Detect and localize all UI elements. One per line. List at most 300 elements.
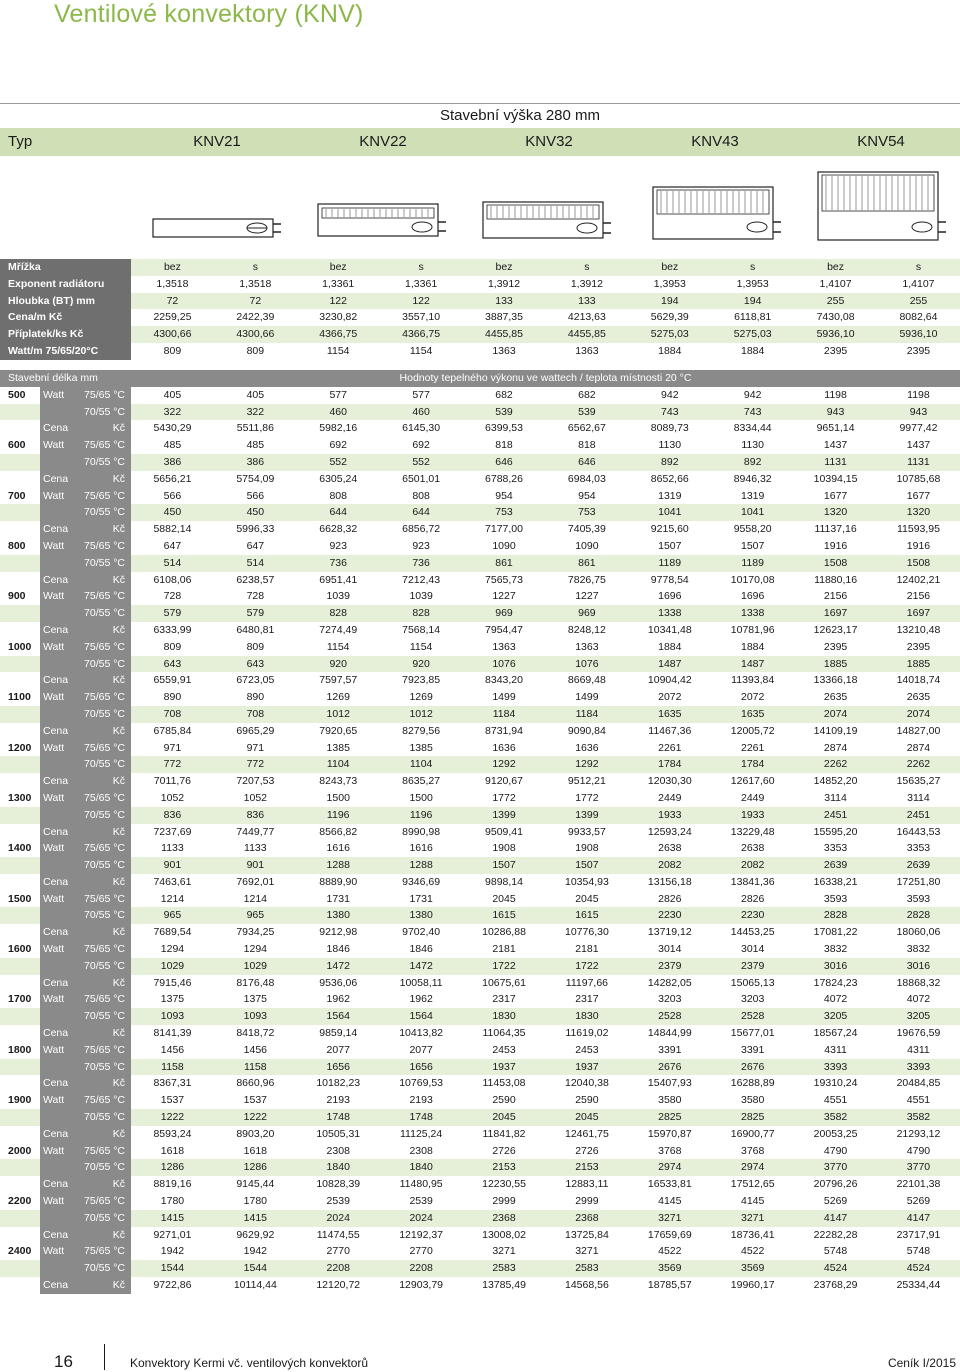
unit-detail: 75/65 °C bbox=[84, 1043, 125, 1056]
value-cell: 514 bbox=[163, 556, 182, 569]
unit-detail: Kč bbox=[112, 1077, 125, 1090]
value-cell: 1507 bbox=[741, 539, 765, 552]
unit-label bbox=[40, 807, 131, 824]
value-cell: 9859,14 bbox=[319, 1027, 358, 1040]
unit-kind: Cena bbox=[43, 523, 69, 536]
length-value bbox=[0, 874, 40, 891]
spec-cell: 1,3953 bbox=[736, 277, 769, 290]
value-cell: 6562,67 bbox=[567, 422, 606, 435]
unit-label bbox=[40, 689, 131, 706]
value-cell: 16533,81 bbox=[647, 1178, 692, 1191]
spec-cell: 3230,82 bbox=[319, 311, 358, 324]
value-cell: 1884 bbox=[658, 640, 682, 653]
value-cell: 1508 bbox=[823, 556, 848, 569]
value-cell: 1399 bbox=[575, 808, 599, 821]
type-header bbox=[0, 128, 960, 156]
value-cell: 6145,30 bbox=[402, 422, 441, 435]
value-cell: 1840 bbox=[326, 1161, 350, 1174]
value-cell: 708 bbox=[163, 707, 182, 720]
value-cell: 1286 bbox=[160, 1161, 185, 1174]
length-row bbox=[0, 907, 960, 924]
unit-detail: 70/55 °C bbox=[84, 657, 125, 670]
spec-table bbox=[0, 259, 960, 1294]
value-cell: 1415 bbox=[160, 1211, 185, 1224]
value-cell: 1564 bbox=[326, 1010, 350, 1023]
spec-cell: 72 bbox=[166, 294, 179, 307]
unit-kind: Watt bbox=[43, 590, 65, 603]
value-cell: 1635 bbox=[741, 707, 765, 720]
value-cell: 1131 bbox=[907, 455, 930, 468]
value-cell: 892 bbox=[661, 455, 679, 468]
unit-detail: 70/55 °C bbox=[84, 1060, 125, 1073]
spec-cell: 5275,03 bbox=[733, 328, 772, 341]
spec-cell: 1363 bbox=[492, 344, 516, 357]
value-cell: 1472 bbox=[326, 959, 350, 972]
value-cell: 2262 bbox=[906, 758, 931, 771]
value-cell: 7011,76 bbox=[153, 775, 192, 788]
value-cell: 3114 bbox=[824, 791, 847, 804]
length-value bbox=[0, 824, 40, 841]
length-value bbox=[0, 773, 40, 790]
value-cell: 1196 bbox=[409, 808, 433, 821]
value-cell: 7915,46 bbox=[153, 976, 192, 989]
unit-kind: Watt bbox=[43, 489, 65, 502]
value-cell: 8566,82 bbox=[319, 825, 358, 838]
value-cell: 4145 bbox=[741, 1195, 765, 1208]
value-cell: 3768 bbox=[658, 1144, 682, 1157]
unit-label bbox=[40, 1075, 131, 1092]
value-cell: 2639 bbox=[906, 859, 931, 872]
value-cell: 4524 bbox=[823, 1262, 848, 1275]
value-cell: 818 bbox=[578, 439, 596, 452]
unit-kind bbox=[40, 454, 76, 471]
value-cell: 736 bbox=[329, 556, 347, 569]
unit-label bbox=[40, 420, 131, 437]
convector-knv54-icon bbox=[810, 170, 950, 242]
value-cell: 3271 bbox=[658, 1211, 682, 1224]
unit-detail: 70/55 °C bbox=[84, 758, 125, 771]
unit-detail: 75/65 °C bbox=[84, 993, 125, 1006]
spec-row-label: Hloubka (BT) mm bbox=[0, 293, 131, 310]
value-cell: 6305,24 bbox=[319, 472, 358, 485]
value-cell: 1784 bbox=[658, 758, 682, 771]
value-cell: 1697 bbox=[823, 607, 848, 620]
value-cell: 7689,54 bbox=[153, 926, 192, 939]
unit-label bbox=[40, 555, 131, 572]
unit-label bbox=[40, 1143, 131, 1160]
value-cell: 9215,60 bbox=[650, 523, 689, 536]
length-value bbox=[0, 756, 40, 773]
value-cell: 3393 bbox=[906, 1060, 931, 1073]
value-cell: 514 bbox=[246, 556, 265, 569]
value-cell: 10781,96 bbox=[730, 623, 775, 636]
value-cell: 8903,20 bbox=[236, 1127, 275, 1140]
value-cell: 901 bbox=[163, 859, 182, 872]
length-value bbox=[0, 454, 40, 471]
value-cell: 14568,56 bbox=[565, 1279, 609, 1292]
unit-detail: Kč bbox=[112, 1279, 125, 1292]
value-cell: 1507 bbox=[492, 859, 516, 872]
value-cell: 7212,43 bbox=[402, 573, 441, 586]
unit-label bbox=[40, 672, 131, 689]
value-cell: 8946,32 bbox=[733, 472, 772, 485]
value-cell: 1222 bbox=[243, 1111, 268, 1124]
unit-detail: 70/55 °C bbox=[84, 607, 125, 620]
value-cell: 7177,00 bbox=[485, 523, 523, 536]
unit-label bbox=[40, 991, 131, 1008]
value-cell: 19676,59 bbox=[896, 1027, 941, 1040]
value-cell: 7405,39 bbox=[567, 523, 606, 536]
value-cell: 16443,53 bbox=[896, 825, 941, 838]
length-value bbox=[0, 656, 40, 673]
unit-kind: Cena bbox=[43, 674, 69, 687]
unit-kind: Cena bbox=[43, 1228, 69, 1241]
value-cell: 7826,75 bbox=[567, 573, 606, 586]
length-row bbox=[0, 454, 960, 471]
spec-cell: 194 bbox=[743, 294, 762, 307]
value-cell: 1093 bbox=[160, 1010, 185, 1023]
unit-kind: Cena bbox=[43, 976, 69, 989]
unit-label bbox=[40, 1277, 131, 1294]
value-cell: 965 bbox=[246, 909, 265, 922]
value-cell: 646 bbox=[495, 455, 513, 468]
spec-cell: 1,3361 bbox=[322, 277, 355, 290]
value-cell: 2181 bbox=[575, 943, 599, 956]
value-cell: 1286 bbox=[243, 1161, 268, 1174]
length-value bbox=[0, 1109, 40, 1126]
value-cell: 3768 bbox=[741, 1144, 765, 1157]
value-cell: 1499 bbox=[492, 691, 516, 704]
convector-knv22-icon bbox=[310, 200, 450, 240]
value-cell: 8243,73 bbox=[319, 775, 358, 788]
value-cell: 25334,44 bbox=[896, 1279, 941, 1292]
length-value bbox=[0, 975, 40, 992]
value-cell: 8367,31 bbox=[153, 1077, 192, 1090]
value-cell: 971 bbox=[163, 741, 182, 754]
unit-detail: 70/55 °C bbox=[84, 405, 125, 418]
value-cell: 7565,73 bbox=[485, 573, 523, 586]
value-cell: 5996,33 bbox=[236, 523, 275, 536]
unit-detail: 70/55 °C bbox=[84, 959, 125, 972]
unit-kind bbox=[40, 807, 76, 824]
value-cell: 2539 bbox=[409, 1195, 433, 1208]
value-cell: 1830 bbox=[492, 1010, 516, 1023]
unit-detail: 70/55 °C bbox=[84, 506, 125, 519]
value-cell: 2077 bbox=[326, 1043, 350, 1056]
unit-label bbox=[40, 824, 131, 841]
value-cell: 4072 bbox=[906, 993, 931, 1006]
value-cell: 2676 bbox=[658, 1060, 682, 1073]
value-cell: 1722 bbox=[575, 959, 599, 972]
value-cell: 2045 bbox=[575, 1111, 599, 1124]
value-cell: 1635 bbox=[658, 707, 682, 720]
value-cell: 1677 bbox=[906, 489, 931, 502]
unit-kind: Cena bbox=[43, 825, 69, 838]
spec-cell: s bbox=[252, 261, 258, 273]
unit-detail: Kč bbox=[112, 976, 125, 989]
unit-label bbox=[40, 1159, 131, 1176]
value-cell: 10785,68 bbox=[896, 472, 941, 485]
value-cell: 1090 bbox=[575, 539, 599, 552]
value-cell: 1508 bbox=[906, 556, 931, 569]
value-cell: 2874 bbox=[823, 741, 848, 754]
value-cell: 1916 bbox=[823, 539, 848, 552]
value-cell: 405 bbox=[163, 388, 182, 401]
value-cell: 8652,66 bbox=[650, 472, 689, 485]
value-cell: 9512,21 bbox=[567, 775, 606, 788]
unit-label bbox=[40, 756, 131, 773]
length-value: 2000 bbox=[8, 1144, 32, 1157]
value-cell: 2974 bbox=[741, 1161, 765, 1174]
value-cell: 3353 bbox=[823, 842, 848, 855]
spec-cell: 72 bbox=[249, 294, 262, 307]
value-cell: 16338,21 bbox=[813, 875, 858, 888]
value-cell: 8660,96 bbox=[236, 1077, 275, 1090]
value-cell: 644 bbox=[329, 506, 347, 519]
value-cell: 2368 bbox=[492, 1211, 516, 1224]
value-cell: 485 bbox=[163, 439, 182, 452]
spec-cell: 1,3518 bbox=[239, 277, 272, 290]
length-row bbox=[0, 1126, 960, 1143]
length-value bbox=[0, 1025, 40, 1042]
value-cell: 772 bbox=[163, 758, 182, 771]
value-cell: 1885 bbox=[906, 657, 931, 670]
length-value bbox=[0, 857, 40, 874]
value-cell: 3271 bbox=[492, 1245, 516, 1258]
unit-kind bbox=[40, 756, 76, 773]
value-cell: 1697 bbox=[906, 607, 931, 620]
value-cell: 6480,81 bbox=[236, 623, 275, 636]
value-cell: 8669,48 bbox=[567, 674, 606, 687]
unit-label bbox=[40, 1260, 131, 1277]
length-row bbox=[0, 1227, 960, 1244]
value-cell: 1154 bbox=[409, 640, 433, 653]
spec-cell: 5936,10 bbox=[899, 328, 938, 341]
spec-row bbox=[0, 343, 960, 360]
value-cell: 1942 bbox=[160, 1245, 185, 1258]
spec-cell: 1,3912 bbox=[570, 277, 603, 290]
unit-kind: Watt bbox=[43, 539, 65, 552]
value-cell: 10114,44 bbox=[233, 1279, 277, 1292]
unit-label bbox=[40, 941, 131, 958]
unit-kind bbox=[40, 1109, 76, 1126]
unit-detail: 75/65 °C bbox=[84, 539, 125, 552]
value-cell: 2825 bbox=[658, 1111, 682, 1124]
unit-kind: Cena bbox=[43, 422, 69, 435]
unit-label bbox=[40, 924, 131, 941]
value-cell: 579 bbox=[246, 607, 265, 620]
value-cell: 2024 bbox=[326, 1211, 350, 1224]
value-cell: 7692,01 bbox=[236, 875, 275, 888]
unit-label bbox=[40, 740, 131, 757]
value-cell: 3203 bbox=[741, 993, 765, 1006]
value-cell: 2453 bbox=[575, 1043, 599, 1056]
unit-label bbox=[40, 1227, 131, 1244]
value-cell: 8176,48 bbox=[236, 976, 275, 989]
page-title: Ventilové konvektory (KNV) bbox=[54, 0, 364, 28]
value-cell: 539 bbox=[495, 405, 513, 418]
unit-detail: 70/55 °C bbox=[84, 1111, 125, 1124]
value-cell: 1198 bbox=[907, 388, 930, 401]
unit-detail: 75/65 °C bbox=[84, 1144, 125, 1157]
value-cell: 3569 bbox=[741, 1262, 765, 1275]
unit-label bbox=[40, 958, 131, 975]
spec-cell: 1,4107 bbox=[819, 277, 852, 290]
length-row bbox=[0, 874, 960, 891]
value-cell: 6951,41 bbox=[319, 573, 358, 586]
value-cell: 2395 bbox=[906, 640, 931, 653]
model-knv32: KNV32 bbox=[525, 133, 573, 150]
length-value: 1800 bbox=[8, 1043, 32, 1056]
value-cell: 954 bbox=[495, 489, 513, 502]
spec-cell: 133 bbox=[495, 294, 513, 307]
length-value bbox=[0, 706, 40, 723]
spec-row-label: Příplatek/ks Kč bbox=[0, 326, 131, 343]
length-value bbox=[0, 471, 40, 488]
spec-cell: 4213,63 bbox=[567, 311, 606, 324]
section-caption: Hodnoty tepelného výkonu ve wattech / teplota místnosti 20 °C bbox=[131, 370, 960, 387]
value-cell: 1748 bbox=[409, 1111, 433, 1124]
value-cell: 2379 bbox=[658, 959, 682, 972]
unit-kind: Watt bbox=[43, 640, 65, 653]
value-cell: 2453 bbox=[492, 1043, 516, 1056]
unit-kind: Watt bbox=[43, 691, 65, 704]
footer-divider bbox=[104, 1344, 105, 1370]
value-cell: 1616 bbox=[326, 842, 350, 855]
value-cell: 1537 bbox=[160, 1094, 185, 1107]
value-cell: 3770 bbox=[906, 1161, 931, 1174]
value-cell: 861 bbox=[578, 556, 596, 569]
value-cell: 2539 bbox=[326, 1195, 350, 1208]
value-cell: 1380 bbox=[409, 909, 433, 922]
spec-cell: 5629,39 bbox=[650, 311, 689, 324]
unit-detail: 75/65 °C bbox=[84, 1094, 125, 1107]
spec-cell: s bbox=[418, 261, 424, 273]
value-cell: 20053,25 bbox=[813, 1127, 858, 1140]
value-cell: 15677,01 bbox=[730, 1027, 775, 1040]
length-row bbox=[0, 1260, 960, 1277]
spec-cell: bez bbox=[495, 261, 513, 273]
value-cell: 1154 bbox=[326, 640, 350, 653]
value-cell: 2528 bbox=[658, 1010, 682, 1023]
spec-cell: 1363 bbox=[575, 344, 599, 357]
value-cell: 2676 bbox=[741, 1060, 765, 1073]
length-value bbox=[0, 555, 40, 572]
value-cell: 2077 bbox=[409, 1043, 433, 1056]
value-cell: 566 bbox=[163, 489, 182, 502]
length-value: 500 bbox=[8, 388, 26, 401]
length-row bbox=[0, 504, 960, 521]
value-cell: 552 bbox=[329, 455, 347, 468]
value-cell: 10505,31 bbox=[316, 1127, 361, 1140]
length-value bbox=[0, 572, 40, 589]
unit-kind bbox=[40, 907, 76, 924]
value-cell: 1338 bbox=[658, 607, 682, 620]
value-cell: 566 bbox=[246, 489, 265, 502]
unit-kind: Watt bbox=[43, 943, 65, 956]
value-cell: 1962 bbox=[326, 993, 350, 1006]
value-cell: 1544 bbox=[160, 1262, 185, 1275]
unit-detail: 70/55 °C bbox=[84, 1262, 125, 1275]
value-cell: 1363 bbox=[575, 640, 599, 653]
length-value bbox=[0, 420, 40, 437]
unit-kind bbox=[40, 1260, 76, 1277]
value-cell: 4522 bbox=[658, 1245, 682, 1258]
value-cell: 682 bbox=[495, 388, 513, 401]
value-cell: 943 bbox=[909, 405, 928, 418]
value-cell: 10354,93 bbox=[565, 875, 609, 888]
unit-label bbox=[40, 572, 131, 589]
unit-detail: Kč bbox=[112, 1178, 125, 1191]
value-cell: 2193 bbox=[326, 1094, 350, 1107]
value-cell: 743 bbox=[661, 405, 679, 418]
spec-row-label: Exponent radiátoru bbox=[0, 276, 131, 293]
value-cell: 11593,95 bbox=[896, 523, 940, 536]
length-value bbox=[0, 1075, 40, 1092]
value-cell: 11453,08 bbox=[482, 1077, 526, 1090]
value-cell: 6628,32 bbox=[319, 523, 358, 536]
unit-kind: Cena bbox=[43, 623, 69, 636]
value-cell: 12230,55 bbox=[482, 1178, 526, 1191]
value-cell: 12005,72 bbox=[730, 724, 775, 737]
value-cell: 1227 bbox=[492, 590, 516, 603]
value-cell: 1294 bbox=[243, 943, 268, 956]
length-value bbox=[0, 521, 40, 538]
value-cell: 22101,38 bbox=[896, 1178, 941, 1191]
value-cell: 1090 bbox=[492, 539, 516, 552]
value-cell: 1133 bbox=[244, 842, 267, 855]
value-cell: 818 bbox=[495, 439, 513, 452]
length-row bbox=[0, 756, 960, 773]
unit-label bbox=[40, 874, 131, 891]
value-cell: 10170,08 bbox=[730, 573, 775, 586]
unit-label bbox=[40, 723, 131, 740]
unit-label bbox=[40, 639, 131, 656]
value-cell: 1656 bbox=[409, 1060, 433, 1073]
value-cell: 2583 bbox=[492, 1262, 516, 1275]
value-cell: 7923,85 bbox=[402, 674, 441, 687]
unit-label bbox=[40, 1025, 131, 1042]
value-cell: 7597,57 bbox=[319, 674, 358, 687]
value-cell: 1616 bbox=[409, 842, 433, 855]
value-cell: 1784 bbox=[741, 758, 765, 771]
value-cell: 5982,16 bbox=[319, 422, 358, 435]
unit-label bbox=[40, 538, 131, 555]
value-cell: 577 bbox=[412, 388, 430, 401]
value-cell: 2826 bbox=[741, 892, 765, 905]
value-cell: 808 bbox=[329, 489, 347, 502]
value-cell: 643 bbox=[246, 657, 265, 670]
value-cell: 772 bbox=[246, 758, 265, 771]
value-cell: 923 bbox=[329, 539, 347, 552]
length-value bbox=[0, 1176, 40, 1193]
length-row bbox=[0, 488, 960, 505]
value-cell: 6333,99 bbox=[153, 623, 192, 636]
value-cell: 1456 bbox=[243, 1043, 268, 1056]
value-cell: 1012 bbox=[326, 707, 350, 720]
length-row bbox=[0, 1143, 960, 1160]
length-row bbox=[0, 521, 960, 538]
value-cell: 8248,12 bbox=[567, 623, 606, 636]
value-cell: 1636 bbox=[575, 741, 599, 754]
unit-detail: Kč bbox=[112, 1228, 125, 1241]
unit-kind: Watt bbox=[43, 1094, 65, 1107]
spec-cell: 809 bbox=[163, 344, 182, 357]
value-cell: 322 bbox=[246, 405, 265, 418]
unit-detail: 75/65 °C bbox=[84, 943, 125, 956]
unit-kind: Cena bbox=[43, 926, 69, 939]
value-cell: 8418,72 bbox=[236, 1027, 275, 1040]
